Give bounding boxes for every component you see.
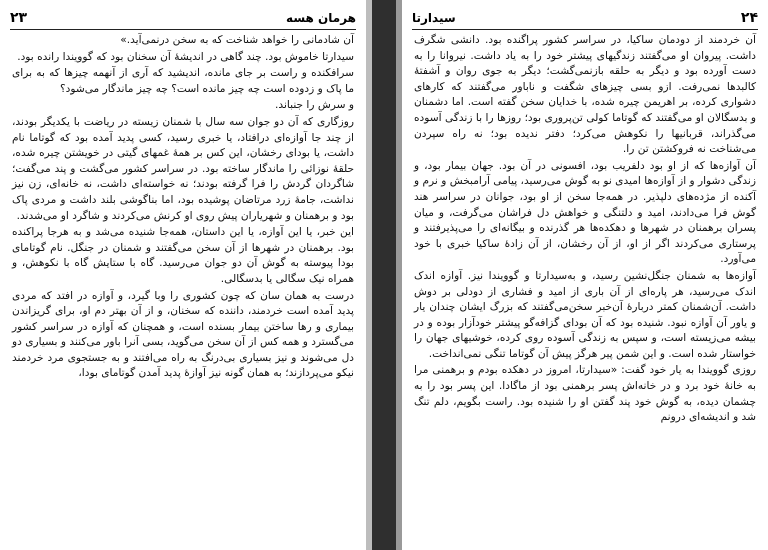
- left-page-header: [10, 10, 356, 28]
- right-page-number: ۲۴: [740, 10, 758, 26]
- book-spine-gutter: [366, 0, 402, 550]
- paragraph: روزگاری که آن دو جوان سه سال با شمنان زیسته در ریاضت با یکدیگر بودند، از چند جا آوازه‌ای درافتاد، یا خبری رسید، کسی پدید آمده بود که گوتاما نام داشت، یا بودای رخشان، این کس بر همهٔ غمهای گیتی در خویشتن چیره شده، حلقهٔ نوزائی را ماندگار ساخته بود. در سراسر کشور می‌گشت و پند می‌گفت؛ شاگردان گردش را فرا گرفته بودند؛ نه خواسته‌ای داشت، نه خانه‌ای، زن نیز نداشت، جامهٔ زرد مرتاضان پوشیده بود، اما بناگوشی بلند داشت و مردی پاک بود و برهمنان و شهریاران پیش روی او کرنش می‌کردند و شاگرد او می‌شدند.: [12, 115, 354, 222]
- left-header-rule: [10, 29, 356, 30]
- right-running-head: سیدارتا: [412, 11, 456, 25]
- paragraph: و سرش را جنباند.: [275, 99, 354, 112]
- paragraph: سیدارتا خاموش بود. چند گاهی در اندیشهٔ آن سخنان بود که گوویندا رانده بود.: [17, 50, 354, 63]
- paragraph: روزی گوویندا به یار خود گفت: «سیدارتا، امروز در دهکده بودم و برهمنی مرا به خانهٔ خود برد و در خانه‌اش پسر برهمنی بود از ماگادا. این پسر بود را به چشمان دیده، به گوش خود پند گفتن او را شنیده بود. راست بگویم، دلم تنگ شد و اندیشه‌ای درونم: [414, 364, 756, 424]
- left-running-head: هرمان هسه: [286, 11, 356, 25]
- right-header-rule: [412, 29, 758, 30]
- paragraph: آن خردمند از دودمان ساکیا، در سراسر کشور پراگنده بود. دانشی شگرف داشت. پیروان او می‌گفتند زندگیهای پیشتر خود را به یاد داشت. نیروانا را به دست آورده بود و دیگر به حلقه بازنمی‌گشت؛ دیگر به جوی روان و آشفتهٔ کالبدها نمی‌رفت. ازو بسی چیزهای شگفت و ناباور می‌گفتند که کارهای دشواری کرده، بر اهریمن چیره شده، با خدایان سخن گفته است. اما دشمنان و بدسگالان او می‌گفتند که گوتاما کولی تن‌پروری بود؛ روزها را با زندگی آسوده می‌گذراند، قربانیها را نکوهش می‌کرد؛ دفتر ندیده بود؛ نه راه سپردن می‌شناخت نه فروکشتن تن را.: [414, 34, 756, 156]
- paragraph: سرافکنده و راست بر جای مانده، اندیشید که آری از آنهمه چیزها که به برای ما پاک و زدوده است چه چیز مانده است؟ چه چیز ماندگار می‌شود؟: [12, 67, 354, 95]
- paragraph: آن آوازه‌ها که از او بود دلفریب بود، افسونی در آن بود. جهان بیمار بود، و زندگی دشوار و از آوازه‌ها امیدی نو به گوش می‌رسید، پیامی آرامبخش و نرم و آکنده از مژده‌های دلپذیر. در همه‌جا سخن از او بود، جوانان در سراسر هند گوش فرا می‌دادند، امید و دلتنگی و خواهش دل فراشان می‌گرفت، و میان پسران برهمنان در شهرها و دهکده‌ها هر گذرنده و بیگانه‌ای را می‌پذیرفتند و پرستاری می‌کردند اگر از او، از آن رخشان، از آن زادهٔ ساکیا خبری با خود می‌آورد.: [414, 159, 756, 266]
- left-book-page: [0, 0, 366, 550]
- paragraph: آوازه‌ها به شمنان جنگل‌نشین رسید، و به‌سیدارتا و گوویندا نیز. آوازه اندک اندک می‌رسید، هر پاره‌ای از آن باری از امید و فشاری از دودلی بر دوش داشت. آن‌شمنان کمتر دربارهٔ آن‌خبر سخن‌می‌گفتند که بزرگ ایشان چندان یار و یاور آن آوازه نبود. شنیده بود که آن بودای گزافه‌گو پیشتر خودآزار بوده و در بیشه می‌زیسته است، و سپس به زندگی آسوده روی کرده، خوشیهای جهان را خواستار شده است. و این شمن پیر هرگز پیش آن گوتاما تنگی نمی‌انداخت.: [414, 269, 756, 360]
- right-page-header: [412, 10, 758, 28]
- right-page-body: [414, 33, 756, 427]
- left-page-body: [12, 33, 354, 383]
- gutter-spine: [372, 0, 396, 550]
- paragraph: آن شادمانی را خواهد شناخت که به سخن درنمی‌آید.»: [120, 34, 354, 46]
- right-book-page: [402, 0, 768, 550]
- paragraph: این خبر، یا این آوازه، یا این داستان، همه‌جا شنیده می‌شد و به هرجا پراکنده بود. برهمنان در شهرها از آن سخن می‌گفتند و شمنان در جنگل. نام گوتامای بودا پیوسته به گوش آن دو جوان می‌رسید. گاه با ستایش گاه با نکوهش، و همراه نیک سگالی یا بد‌سگالی.: [12, 226, 354, 285]
- paragraph: درست به همان سان که چون کشوری را وبا گیرد، و آوازه در افتد که مردی پدید آمده است خردمند، داننده که سخنان، و از آن بهتر دم او، برای گریزاندن بیماری و رها ساختن بیمار بسنده است، و همچنان که آوازه در سراسر کشور می‌گسترد و همه کس از آن سخن می‌گوید، بسی آنرا باور می‌کنند و بسیاری دو دل می‌شوند و نیز بسیاری بی‌درنگ به راه می‌افتند و به جستجوی مرد خردمند نیکو می‌پردازند؛ به همان گونه نیز آوازهٔ پدید آمدن گوتامای بودا،: [12, 289, 354, 380]
- left-page-number: ۲۳: [10, 10, 28, 26]
